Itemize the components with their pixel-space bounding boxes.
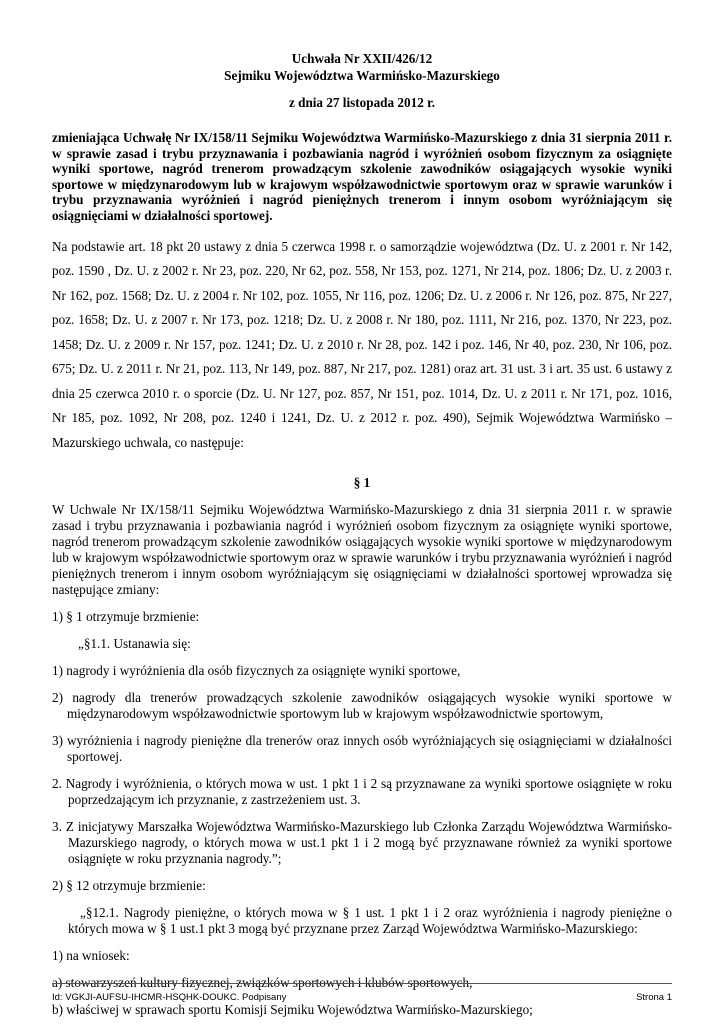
paragraph-12-1-point-a: a) stowarzyszeń kultury fizycznej, związków sportowych i klubów sportowych, [52,975,473,991]
document-page [52,50,672,1018]
paragraph-12-1-point-b: b) właściwej w sprawach sportu Komisji Sejmiku Województwa Warmińsko-Mazurskiego; [52,1002,533,1018]
paragraph-1-2: 2. Nagrody i wyróżnienia, o których mowa w ust. 1 pkt 1 i 2 są przyznawane za wyniki sportowe osiągnięte w roku poprzedzającym ich przyznanie, z zastrzeżeniem ust. 3. [52,776,672,808]
change-2: 2) § 12 otrzymuje brzmienie: [52,878,206,894]
paragraph-1-1: „§1.1. Ustanawia się: [78,636,191,652]
document-id: Id: VGKJI-AUFSU-IHCMR-HSQHK-DOUKC. Podpisany [52,992,287,1003]
legal-basis: Na podstawie art. 18 pkt 20 ustawy z dnia 5 czerwca 1998 r. o samorządzie województwa (Dz. U. z 2001 r. Nr 142, poz. 1590 , Dz. U. z 2002 r. Nr 23, poz. 220, Nr 62, poz. 558, Nr 153, poz. 1271, Nr 214, poz. 1806; Dz. U. z 2003 r. Nr 162, poz. 1568; Dz. U. z 2004 r. Nr 102, poz. 1055, Nr 116, poz. 1206; Dz. U. z 2006 r. Nr 126, poz. 875, Nr 227, poz. 1658; Dz. U. z 2007 r. Nr 173, poz. 1218; Dz. U. z 2008 r. Nr 180, poz. 1111, Nr 216, poz. 1370, Nr 223, poz. 1458; Dz. U. z 2009 r. Nr 157, poz. 1241; Dz. U. z 2010 r. Nr 28, poz. 142 i poz. 146, Nr 40, poz. 230, Nr 106, poz. 675; Dz. U. z 2011 r. Nr 21, poz. 113, Nr 149, poz. 887, Nr 217, poz. 1281) oraz art. 31 ust. 3 i art. 35 ust. 6 ustawy z dnia 25 czerwca 2010 r. o sporcie (Dz. U. Nr 127, poz. 857, Nr 151, poz. 1014, Dz. U. z 2011 r. Nr 171, poz. 1016, Nr 185, poz. 1092, Nr 208, poz. 1240 i 1241, Dz. U. z 2012 r. poz. 490), Sejmik Województwa Warmińsko – Mazurskiego uchwala, co następuje: [52,238,672,450]
section-intro: W Uchwale Nr IX/158/11 Sejmiku Województwa Warmińsko-Mazurskiego z dnia 31 sierpnia 2011 r. w sprawie zasad i trybu przyznawania i pozbawiania nagród i wyróżnień osobom fizycznym za osiągnięte wyniki sportowe, nagród trenerom prowadzącym szkolenie zawodników osiągających wysokie wyniki sportowe w międzynarodowym lub w krajowym współzawodnictwie sportowym oraz w sprawie warunków i trybu przyznawania wyróżnień i nagród pieniężnych trenerom i innym osobom wyróżniającym się osiągnięciami w działalności sportowej wprowadza się następujące zmiany: [52,502,672,598]
paragraph-1-1-point-2: 2) nagrody dla trenerów prowadzących szkolenie zawodników osiągających wysokie wyniki sportowe w międzynarodowym współzawodnictwie sportowym lub w krajowym współzawodnictwie sportowym, [52,690,672,722]
paragraph-12-1: „§12.1. Nagrody pieniężne, o których mowa w § 1 ust. 1 pkt 1 i 2 oraz wyróżnienia i nagrody pieniężne o których mowa w § 1 ust.1 pkt 3 mogą być przyznane przez Zarząd Województwa Warmińsko-Mazurskiego: [68,905,672,937]
resolution-date: z dnia 27 listopada 2012 r. [288,95,436,110]
page-number: Strona 1 [636,992,672,1003]
issuing-body: Sejmiku Województwa Warmińsko-Mazurskiego [224,68,500,83]
section-heading: § 1 [353,475,371,491]
change-1: 1) § 1 otrzymuje brzmienie: [52,609,200,625]
paragraph-1-1-point-1: 1) nagrody i wyróżnienia dla osób fizycznych za osiągnięte wyniki sportowe, [52,663,461,679]
paragraph-1-1-point-3: 3) wyróżnienia i nagrody pieniężne dla trenerów oraz innych osób wyróżniających się osiągnięciami w działalności sportowej. [52,733,672,765]
resolution-title: Uchwała Nr XXII/426/12 [291,51,433,66]
paragraph-1-3: 3. Z inicjatywy Marszałka Województwa Warmińsko-Mazurskiego lub Członka Zarządu Województwa Warmińsko-Mazurskiego nagrody, o których mowa w ust.1 pkt 1 i 2 mogą być przyznawane również za wyniki sportowe osiągnięte w roku przyznania nagrody.”; [52,819,672,867]
resolution-subject: zmieniająca Uchwałę Nr IX/158/11 Sejmiku Województwa Warmińsko-Mazurskiego z dnia 31 sierpnia 2011 r. w sprawie zasad i trybu przyznawania i pozbawiania nagród i wyróżnień osobom fizycznym za osiągnięte wyniki sportowe, nagród trenerom prowadzącym szkolenie zawodników osiągających wysokie wyniki sportowe w międzynarodowym lub w krajowym współzawodnictwie sportowym oraz w sprawie warunków i trybu przyznawania wyróżnień i nagród pieniężnych trenerom i innym osobom wyróżniającym się osiągnięciami w działalności sportowej. [52,130,672,223]
paragraph-12-1-point-1: 1) na wniosek: [52,948,130,964]
